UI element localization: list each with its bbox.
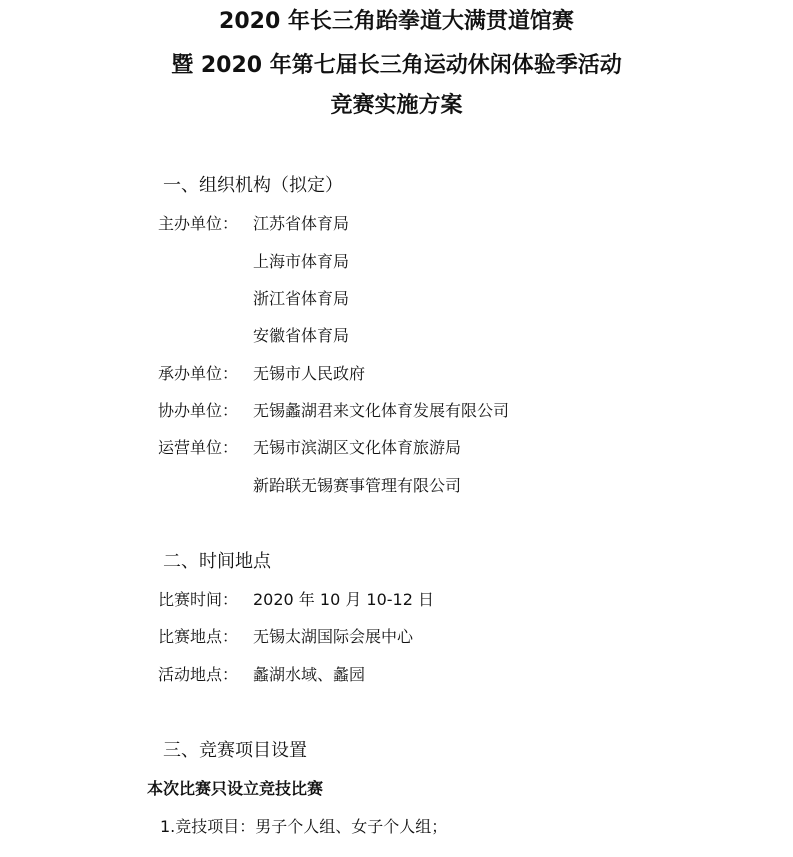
- operator-item: 新跆联无锡赛事管理有限公司: [253, 476, 462, 495]
- document-title-line-3: 竞赛实施方案: [330, 93, 463, 118]
- host-item: 安徽省体育局: [253, 326, 350, 345]
- activity-place-value: 蠡湖水域、蠡园: [253, 665, 366, 684]
- operator-label: 运营单位：: [158, 438, 239, 457]
- competition-note: 本次比赛只设立竞技比赛: [147, 779, 324, 798]
- event-item: 1.竞技项目：男子个人组、女子个人组；: [160, 817, 448, 836]
- operator-item: 无锡市滨湖区文化体育旅游局: [253, 438, 462, 457]
- host-label: 主办单位：: [158, 214, 239, 233]
- match-venue-value: 无锡太湖国际会展中心: [253, 627, 414, 646]
- match-time-label: 比赛时间：: [158, 590, 239, 609]
- coorganizer-label: 协办单位：: [158, 401, 239, 420]
- section-heading-organization: 一、组织机构（拟定）: [163, 175, 343, 196]
- host-item: 浙江省体育局: [253, 289, 350, 308]
- match-time-value: 2020 年 10 月 10-12 日: [253, 590, 435, 609]
- document-title-line-2: 暨 2020 年第七届长三角运动休闲体验季活动: [171, 53, 622, 78]
- organizer-value: 无锡市人民政府: [253, 364, 366, 383]
- host-item: 江苏省体育局: [253, 214, 350, 233]
- section-heading-events: 三、竞赛项目设置: [163, 740, 307, 761]
- coorganizer-value: 无锡蠡湖君来文化体育发展有限公司: [253, 401, 510, 420]
- section-heading-time-place: 二、时间地点: [163, 551, 271, 572]
- activity-place-label: 活动地点：: [158, 665, 239, 684]
- document-title-line-1: 2020 年长三角跆拳道大满贯道馆赛: [219, 9, 574, 34]
- host-item: 上海市体育局: [253, 252, 350, 271]
- organizer-label: 承办单位：: [158, 364, 239, 383]
- match-venue-label: 比赛地点：: [158, 627, 239, 646]
